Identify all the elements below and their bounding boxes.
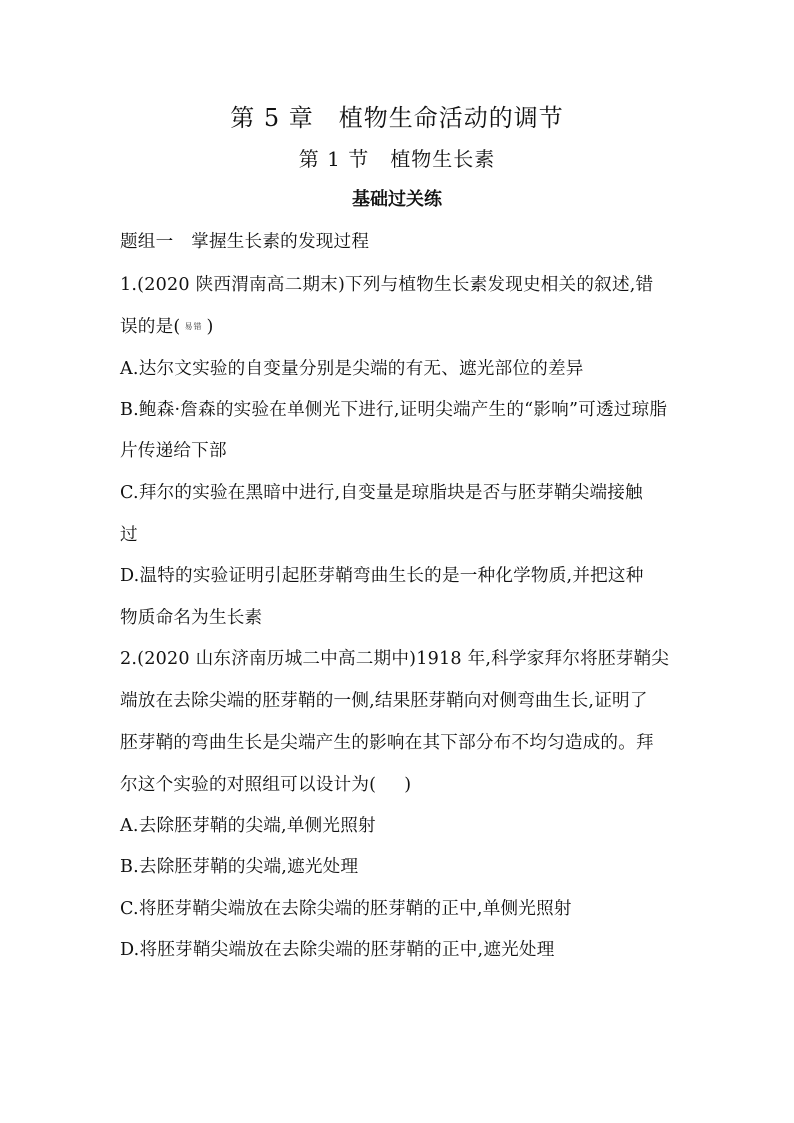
q1-option-d-line1: D.温特的实验证明引起胚芽鞘弯曲生长的是一种化学物质,并把这种 <box>120 566 644 586</box>
q2-stem-line3: 胚芽鞘的弯曲生长是尖端产生的影响在其下部分布不均匀造成的。拜 <box>120 733 654 753</box>
q1-stem-text: 误的是( <box>120 317 181 337</box>
q1-option-b-line2: 片传递给下部 <box>120 441 227 461</box>
q2-option-c: C.将胚芽鞘尖端放在去除尖端的胚芽鞘的正中,单侧光照射 <box>120 899 572 919</box>
q2-stem-line1: 2.(2020 山东济南历城二中高二期中)1918 年,科学家拜尔将胚芽鞘尖 <box>120 649 670 669</box>
q1-option-b-line1: B.鲍森·詹森的实验在单侧光下进行,证明尖端产生的“影响”可透过琼脂 <box>120 400 668 420</box>
q2-stem-line2: 端放在去除尖端的胚芽鞘的一侧,结果胚芽鞘向对侧弯曲生长,证明了 <box>120 691 648 711</box>
q2-option-b: B.去除胚芽鞘的尖端,遮光处理 <box>120 857 359 877</box>
q1-option-d-line2: 物质命名为生长素 <box>120 608 263 628</box>
q2-stem-line4 <box>120 771 680 799</box>
difficulty-tag: 易错 <box>184 322 203 331</box>
q1-stem-line1: 1.(2020 陕西渭南高二期末)下列与植物生长素发现史相关的叙述,错 <box>120 275 654 295</box>
q1-stem-close: ) <box>206 317 214 337</box>
q1-option-a: A.达尔文实验的自变量分别是尖端的有无、遮光部位的差异 <box>120 359 584 379</box>
q2-option-a: A.去除胚芽鞘的尖端,单侧光照射 <box>120 816 376 836</box>
q1-stem-line2 <box>120 313 680 341</box>
section-title: 第 1 节 植物生长素 <box>298 147 496 171</box>
q2-stem-text: 尔这个实验的对照组可以设计为( <box>120 775 377 795</box>
q2-option-d: D.将胚芽鞘尖端放在去除尖端的胚芽鞘的正中,遮光处理 <box>120 940 555 960</box>
practice-title: 基础过关练 <box>352 189 442 210</box>
group-title: 题组一 掌握生长素的发现过程 <box>120 232 370 252</box>
q1-option-c-line1: C.拜尔的实验在黑暗中进行,自变量是琼脂块是否与胚芽鞘尖端接触 <box>120 483 643 503</box>
q2-stem-close: ) <box>404 775 412 795</box>
q1-option-c-line2: 过 <box>120 525 138 545</box>
chapter-title: 第 5 章 植物生命活动的调节 <box>230 104 564 132</box>
